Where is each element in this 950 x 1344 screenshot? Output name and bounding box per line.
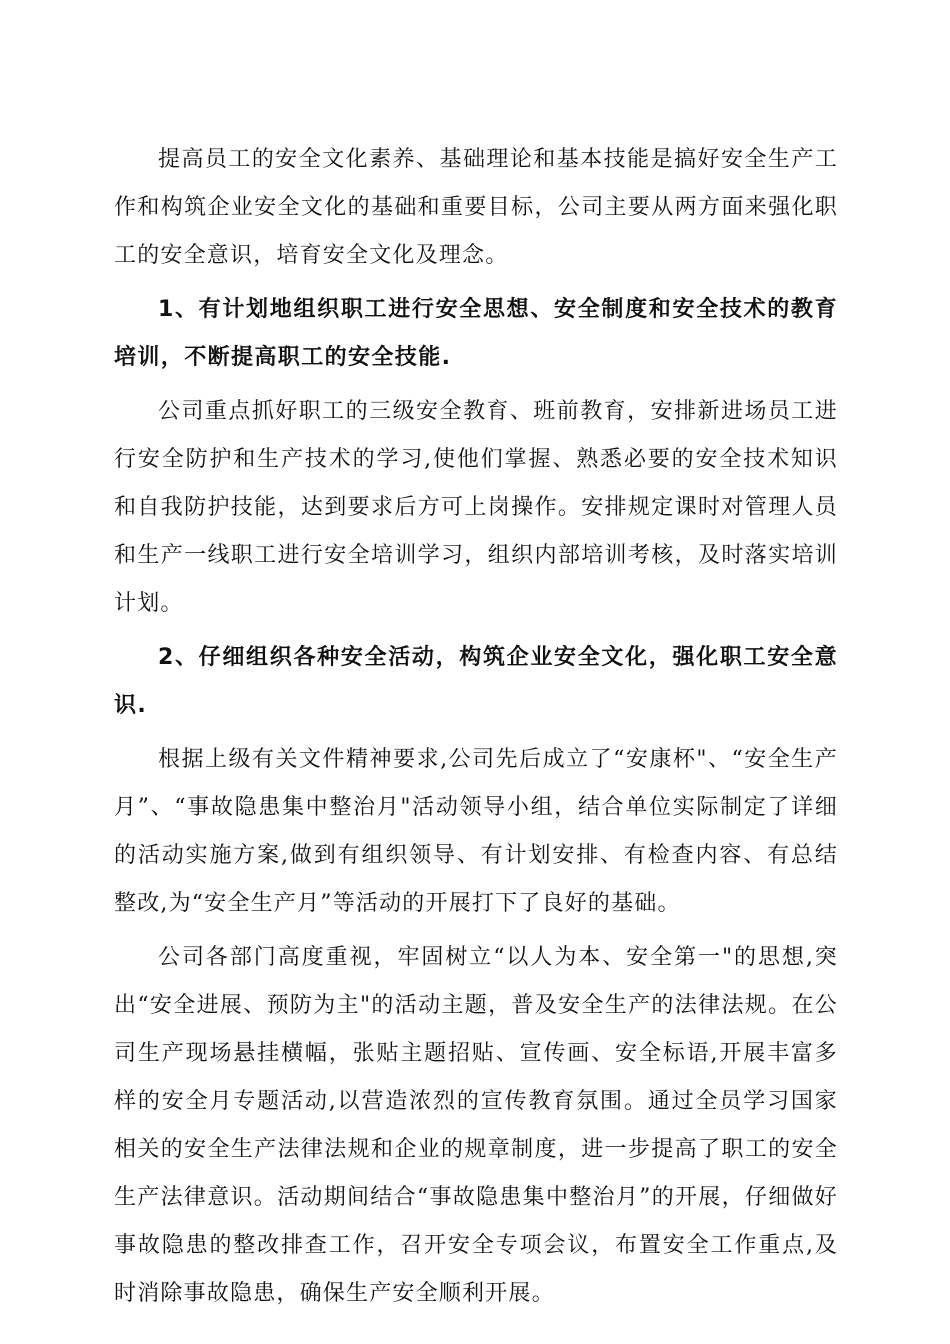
paragraph-training: 公司重点抓好职工的三级安全教育、班前教育，安排新进场员工进行安全防护和生产技术的学习,使他们掌握、熟悉必要的安全技术知识和自我防护技能，达到要求后方可上岗操作。安排规定课时对管理人员和生产一线职工进行安全培训学习，组织内部培训考核，及时落实培训计划。 <box>114 399 838 616</box>
paragraph-intro: 提高员工的安全文化素养、基础理论和基本技能是搞好安全生产工作和构筑企业安全文化的基础和重要目标，公司主要从两方面来强化职工的安全意识，培育安全文化及理念。 <box>114 147 838 268</box>
section-heading-2: 2、仔细组织各种安全活动，构筑企业安全文化，强化职工安全意识. <box>114 645 838 718</box>
section-heading-1: 1、有计划地组织职工进行安全思想、安全制度和安全技术的教育培训，不断提高职工的安全技能. <box>114 297 838 370</box>
document-body <box>114 136 838 1318</box>
paragraph-campaign: 公司各部门高度重视，牢固树立“以人为本、安全第一"的思想,突出“安全进展、预防为主"的活动主题，普及安全生产的法律法规。在公司生产现场悬挂横幅，张贴主题招贴、宣传画、安全标语,开展丰富多样的安全月专题活动,以营造浓烈的宣传教育氛围。通过全员学习国家相关的安全生产法律法规和企业的规章制度，进一步提高了职工的安全生产法律意识。活动期间结合“事故隐患集中整治月”的开展，仔细做好事故隐患的整改排查工作，召开安全专项会议，布置安全工作重点,及时消除事故隐患，确保生产安全顺利开展。 <box>114 945 838 1306</box>
paragraph-activities: 根据上级有关文件精神要求,公司先后成立了“安康杯"、“安全生产月”、“事故隐患集中整治月"活动领导小组，结合单位实际制定了详细的活动实施方案,做到有组织领导、有计划安排、有检查内容、有总结整改,为“安全生产月”等活动的开展打下了良好的基础。 <box>114 747 838 916</box>
